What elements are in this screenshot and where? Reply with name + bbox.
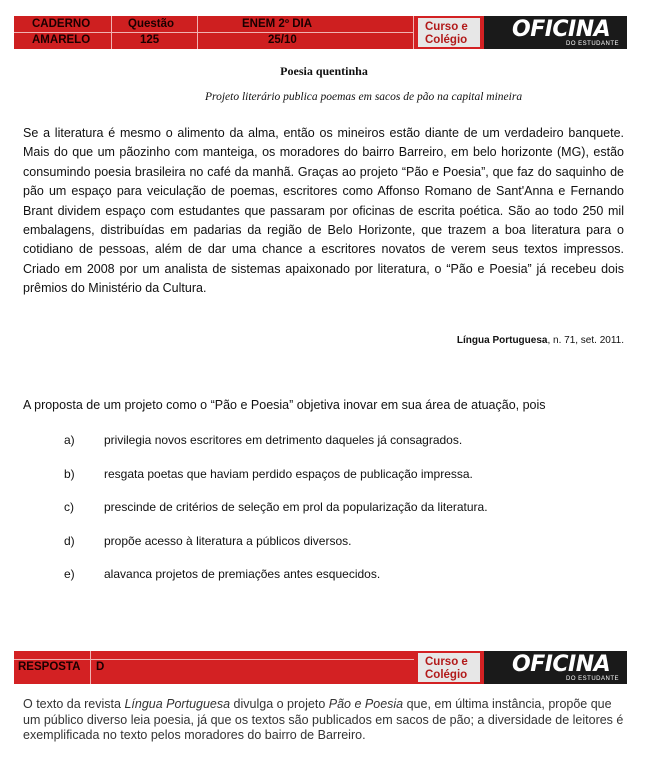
explanation-part: O texto da revista (23, 697, 125, 711)
source-details: , n. 71, set. 2011. (547, 335, 624, 346)
curso-line1: Curso e (425, 656, 468, 668)
logo-text: OFICINA (512, 652, 611, 677)
logo-subtext: DO ESTUDANTE (565, 676, 619, 682)
option-b (0, 467, 648, 483)
curso-line2: Colégio (425, 669, 468, 681)
curso-line2: Colégio (425, 34, 468, 46)
curso-colegio-box (418, 653, 480, 682)
option-text: alavanca projetos de premiações antes esquecidos. (104, 567, 381, 581)
explanation-project: Pão e Poesia (328, 697, 404, 711)
questao-label: Questão (128, 18, 175, 30)
option-e (0, 567, 648, 583)
option-text: prescinde de critérios de seleção em prol da popularização da literatura. (104, 500, 488, 514)
answer-divider-line (14, 659, 414, 660)
exam-label: ENEM 2º DIA (242, 18, 313, 30)
article-source (457, 335, 624, 346)
explanation-magazine: Língua Portuguesa (124, 697, 231, 711)
option-d (0, 534, 648, 550)
option-letter: b) (64, 467, 75, 481)
answer-explanation (23, 697, 624, 744)
option-letter: c) (64, 500, 74, 514)
logo-text: OFICINA (512, 17, 611, 42)
article-subtitle: Projeto literário publica poemas em sacos de pão na capital mineira (205, 91, 523, 103)
option-text: privilegia novos escritores em detrimento daqueles já consagrados. (104, 433, 463, 447)
oficina-logo (484, 16, 627, 49)
logo-subtext: DO ESTUDANTE (565, 41, 619, 47)
header-band (14, 16, 627, 49)
source-title: Língua Portuguesa (456, 335, 548, 346)
option-letter: a) (64, 433, 75, 447)
answer-band (14, 651, 627, 684)
explanation-part: divulga o projeto (230, 697, 329, 711)
header-divider (14, 32, 414, 33)
option-c (0, 500, 648, 516)
option-a (0, 433, 648, 449)
caderno-label: CADERNO (32, 18, 91, 30)
answer-divider (90, 651, 91, 684)
caderno-value: AMARELO (32, 34, 91, 46)
option-text: propõe acesso à literatura a públicos diversos. (104, 534, 352, 548)
answer-value: D (96, 661, 105, 673)
curso-line1: Curso e (425, 21, 468, 33)
option-letter: d) (64, 534, 75, 548)
option-text: resgata poetas que haviam perdido espaços de publicação impressa. (104, 467, 473, 481)
question-prompt: A proposta de um projeto como o “Pão e Poesia” objetiva inovar em sua área de atuação, pois (23, 398, 546, 412)
article-body: Se a literatura é mesmo o alimento da alma, então os mineiros estão diante de um verdadeiro banquete. Mais do que um pãozinho com manteiga, os moradores do bairro Barreiro, em belo horizonte (MG), estão consumindo poesia brasileira no café da manhã. Graças ao projeto “Pão e Poesia”, que faz do saquinho de pão um espaço para veiculação de poemas, escritores como Affonso Romano de Sant'Anna e Fernando Brant dividem espaço com estudantes que passaram por oficinas de escrita poética. São ao todo 250 mil embalagens, distribuídas em padarias da região de Belo Horizonte, que trazem a boa literatura para o cotidiano de pessoas, além de dar uma chance a escritores novatos de verem seus textos impressos. Criado em 2008 por um analista de sistemas apaixonado por literatura, o “Pão e Poesia” já recebeu dois prêmios do Ministério da Cultura. (23, 126, 624, 296)
curso-colegio-box (418, 18, 480, 47)
answer-label: RESPOSTA (18, 661, 81, 673)
questao-value: 125 (140, 34, 160, 46)
oficina-logo (484, 651, 627, 684)
exam-date: 25/10 (268, 34, 297, 46)
option-letter: e) (64, 567, 75, 581)
explanation-part: que, em última instância, propõe que um público diverso leia poesia, já que os textos são publicados em sacos de pão; a diversidade de leitores é exemplificada no texto pelos moradores do bairro de Barreiro. (23, 697, 624, 742)
article-title: Poesia quentinha (280, 64, 368, 78)
